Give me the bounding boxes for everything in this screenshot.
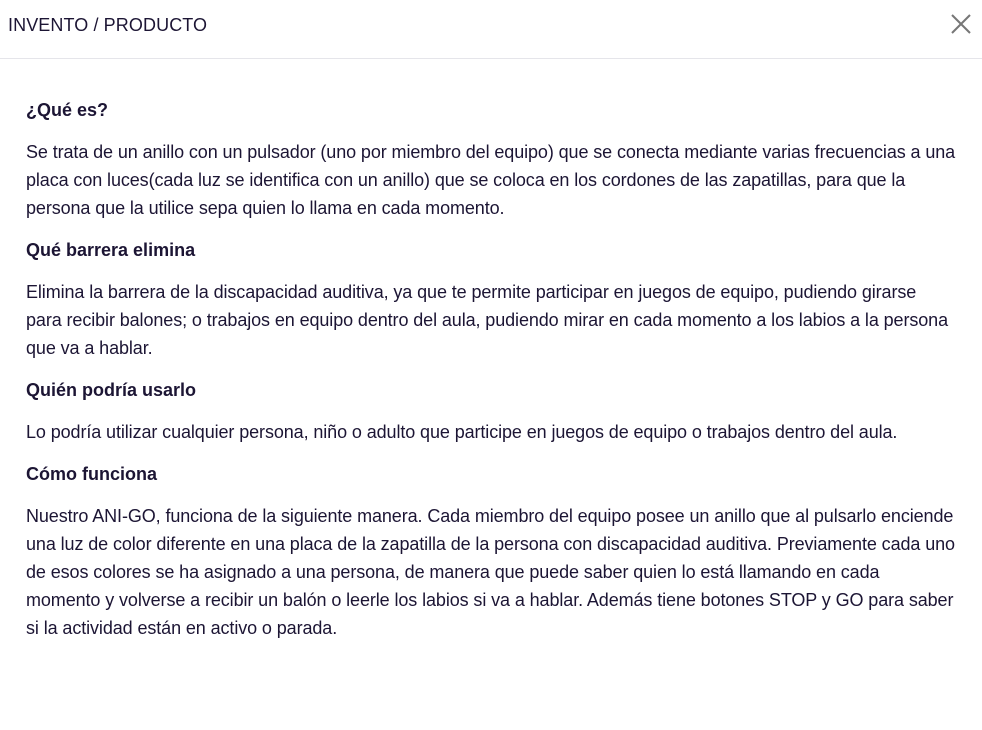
section-que-es — [26, 99, 956, 222]
section-heading: Quién podría usarlo — [26, 380, 197, 400]
section-text: Lo podría utilizar cualquier persona, niño o adulto que participe en juegos de equipo o trabajos dentro del aula. — [26, 422, 898, 442]
section-heading: Cómo funciona — [26, 464, 157, 484]
close-icon — [950, 13, 972, 35]
section-heading: ¿Qué es? — [26, 100, 109, 120]
close-button[interactable] — [950, 13, 972, 35]
section-que-barrera-elimina — [26, 239, 956, 362]
section-text: Elimina la barrera de la discapacidad auditiva, ya que te permite participar en juegos de equipo, pudiendo girarse para recibir balones; o trabajos en equipo dentro del aula, pudiendo mirar en cada momento a los labios a la persona que va a hablar. — [26, 282, 948, 358]
modal-title: INVENTO / PRODUCTO — [8, 15, 208, 35]
modal-header — [0, 0, 982, 59]
section-text: Nuestro ANI-GO, funciona de la siguiente manera. Cada miembro del equipo posee un anillo que al pulsarlo enciende una luz de color diferente en una placa de la zapatilla de la persona con discapacidad auditiva. Previamente cada uno de esos colores se ha asignado a una persona, de manera que puede saber quien lo está llamando en cada momento y volverse a recibir un balón o leerle los labios si va a hablar. Además tiene botones STOP y GO para saber si la actividad están en activo o parada. — [26, 506, 955, 638]
section-text: Se trata de un anillo con un pulsador (uno por miembro del equipo) que se conecta mediante varias frecuencias a una placa con luces(cada luz se identifica con un anillo) que se coloca en los cordones de las zapatillas, para que la persona que la utilice sepa quien lo llama en cada momento. — [26, 142, 956, 218]
section-como-funciona — [26, 463, 956, 642]
section-quien-podria-usarlo — [26, 379, 956, 446]
modal-body — [0, 59, 982, 642]
section-heading: Qué barrera elimina — [26, 240, 196, 260]
